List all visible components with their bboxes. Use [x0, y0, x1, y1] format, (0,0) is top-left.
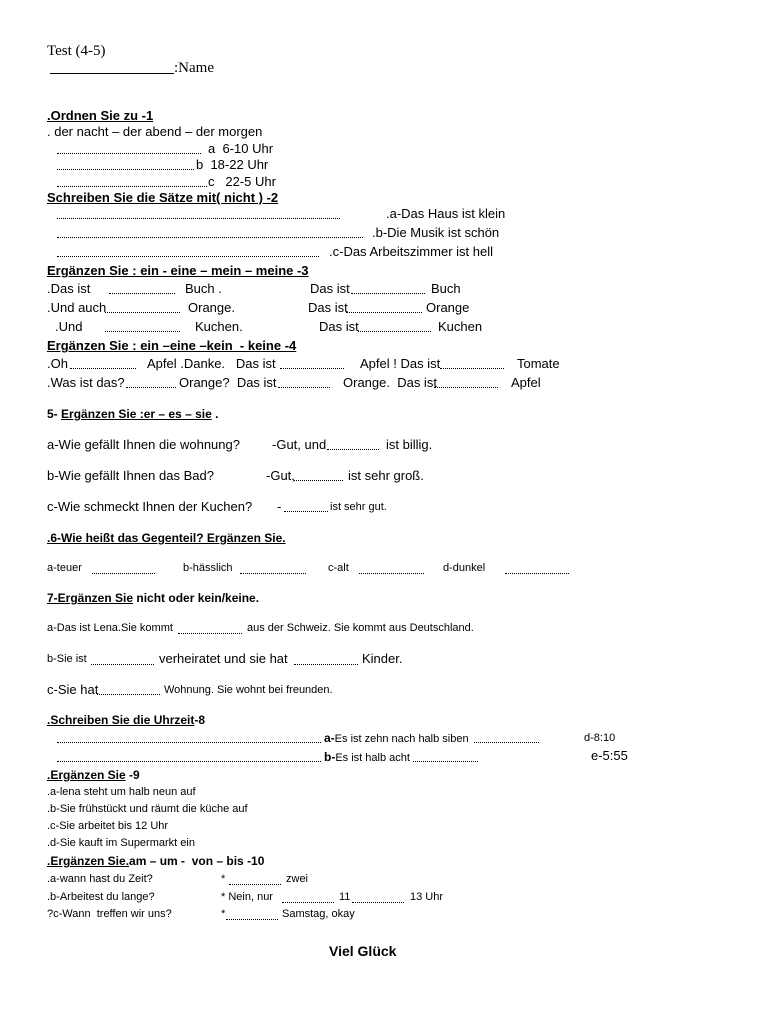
section-9-item-c: .c-Sie arbeitet bis 12 Uhr: [47, 820, 169, 832]
section-9-title: .Ergänzen Sie: [47, 768, 126, 782]
section-3-heading: Ergänzen Sie : ein - eine – mein – meine -3: [47, 263, 309, 278]
section-5-question-c: c-Wie schmeckt Ihnen der Kuchen?: [47, 499, 253, 514]
answer-blank: [282, 902, 334, 903]
section-4-row-1-start: .Oh: [47, 356, 68, 371]
answer-blank: [229, 884, 281, 885]
answer-blank: [57, 169, 194, 170]
section-10-question-c: ?c-Wann treffen wir uns?: [47, 908, 172, 920]
section-3-row-3-noun: Kuchen.: [195, 319, 243, 334]
section-5-answer-a: -Gut, und: [272, 437, 327, 452]
section-7-heading: [47, 592, 259, 604]
section-10-answer-c-end: Samstag, okay: [282, 908, 355, 920]
section-7-b-end: Kinder.: [362, 651, 403, 666]
section-1-words: . der nacht – der abend – der morgen: [47, 124, 263, 139]
section-5-answer-b: -Gut,: [266, 468, 295, 483]
section-10-star-c: *: [221, 908, 226, 920]
section-8-heading: [47, 714, 205, 726]
section-3-row-2-end: Orange: [426, 300, 470, 315]
section-10-answer-b-mid: 11: [339, 891, 351, 903]
answer-blank: [57, 186, 207, 187]
section-5-answer-a-end: ist billig.: [386, 437, 433, 452]
section-5-suffix: .: [211, 407, 219, 421]
section-9-item-b: .b-Sie frühstückt und räumt die küche auf: [47, 803, 248, 815]
section-6-item-c: c-alt: [328, 562, 349, 574]
section-2-item-c: .c-Das Arbeitszimmer ist hell: [329, 244, 493, 259]
section-8-text-a: Es ist zehn nach halb siben: [334, 733, 469, 745]
section-3-row-3-start: .Und: [55, 319, 83, 334]
section-8-item-a: [324, 732, 469, 745]
section-4-row-1-mid2: Apfel ! Das ist: [360, 356, 441, 371]
section-9-heading: [47, 769, 140, 781]
section-8-text-b: Es ist halb acht: [335, 752, 410, 764]
answer-blank: [105, 312, 180, 313]
answer-blank: [358, 331, 431, 332]
section-9-item-a: .a-lena steht um halb neun auf: [47, 786, 196, 798]
section-3-row-1-end: Buch: [431, 281, 461, 296]
answer-blank: [284, 511, 328, 512]
section-4-row-2-mid: Orange? Das ist: [179, 375, 277, 390]
section-6-item-a: a-teuer: [47, 562, 82, 574]
answer-blank: [294, 480, 343, 481]
section-3-row-3-das-ist: Das ist: [319, 319, 359, 334]
section-9-item-d: .d-Sie kauft im Supermarkt ein: [47, 837, 195, 849]
section-3-row-2-start: .Und auch: [47, 300, 107, 315]
name-blank-line: [50, 73, 174, 74]
section-5-heading: [47, 408, 218, 420]
section-3-row-2-noun: Orange.: [188, 300, 235, 315]
section-10-answer-a-end: zwei: [286, 873, 309, 885]
section-4-row-2-mid2: Orange. Das ist: [343, 375, 437, 390]
section-5-question-a: a-Wie gefällt Ihnen die wohnung?: [47, 437, 240, 452]
answer-blank: [474, 742, 539, 743]
answer-blank: [97, 694, 160, 695]
answer-blank: [346, 312, 422, 313]
section-5-answer-b-end: ist sehr groß.: [348, 468, 424, 483]
section-1-item-b: b 18-22 Uhr: [196, 157, 269, 172]
section-1-item-c: c 22-5 Uhr: [208, 174, 276, 189]
answer-blank: [109, 293, 175, 294]
answer-blank: [57, 742, 321, 743]
answer-blank: [351, 293, 425, 294]
section-5-question-b: b-Wie gefällt Ihnen das Bad?: [47, 468, 214, 483]
section-10-heading: [47, 855, 264, 867]
section-7-c-start: c-Sie hat: [47, 682, 99, 697]
section-10-instruction: am – um - von – bis -10: [129, 854, 265, 868]
closing-greeting: Viel Glück: [329, 943, 397, 959]
section-9-number: -9: [125, 768, 140, 782]
section-5-answer-c-end: ist sehr gut.: [330, 501, 387, 513]
section-6-item-b: b-hässlich: [183, 562, 233, 574]
answer-blank: [294, 664, 358, 665]
section-1-heading: .Ordnen Sie zu -1: [47, 108, 154, 123]
section-7-b-mid: verheiratet und sie hat: [159, 651, 288, 666]
answer-blank: [105, 331, 180, 332]
answer-blank: [126, 387, 176, 388]
section-10-star-b: * Nein, nur: [221, 891, 273, 903]
answer-blank: [91, 664, 154, 665]
section-10-star-a: *: [221, 873, 226, 885]
section-4-heading: Ergänzen Sie : ein –eine –kein - keine -4: [47, 338, 297, 353]
section-7-a-end: aus der Schweiz. Sie kommt aus Deutschland.: [247, 622, 474, 634]
answer-blank: [57, 761, 321, 762]
answer-blank: [440, 368, 504, 369]
section-7-c-end: Wohnung. Sie wohnt bei freunden.: [164, 684, 333, 696]
answer-blank: [413, 761, 478, 762]
answer-blank: [57, 153, 201, 154]
section-10-title: .Ergänzen Sie.: [47, 854, 130, 868]
answer-blank: [92, 573, 155, 574]
answer-blank: [57, 218, 340, 219]
section-5-number: 5-: [47, 407, 62, 421]
answer-blank: [57, 237, 363, 238]
section-2-item-b: .b-Die Musik ist schön: [372, 225, 500, 240]
section-3-row-1-start: .Das ist: [47, 281, 91, 296]
section-7-title: 7-Ergänzen Sie: [47, 591, 134, 605]
section-6-item-d: d-dunkel: [443, 562, 486, 574]
answer-blank: [327, 449, 379, 450]
section-7-a-start: a-Das ist Lena.Sie kommt: [47, 622, 173, 634]
answer-blank: [278, 387, 330, 388]
answer-blank: [240, 573, 306, 574]
section-8-item-b: [324, 751, 410, 764]
test-title: Test (4-5): [47, 43, 106, 59]
section-1-item-a: a 6-10 Uhr: [208, 141, 274, 156]
section-4-row-2-end: Apfel: [511, 375, 541, 390]
answer-blank: [280, 368, 344, 369]
section-3-row-1-noun: Buch .: [185, 281, 222, 296]
section-8-letter-a: a-: [324, 731, 335, 745]
section-3-row-1-das-ist: Das ist: [310, 281, 350, 296]
section-5-title: Ergänzen Sie :er – es – sie: [61, 407, 212, 421]
answer-blank: [226, 919, 278, 920]
answer-blank: [359, 573, 424, 574]
name-label: :Name: [174, 60, 214, 76]
section-2-item-a: .a-Das Haus ist klein: [386, 206, 506, 221]
section-10-answer-b-end: 13 Uhr: [410, 891, 444, 903]
section-7-instruction: nicht oder kein/keine.: [133, 591, 260, 605]
section-7-b-start: b-Sie ist: [47, 653, 87, 665]
section-10-question-b: .b-Arbeitest du lange?: [47, 891, 155, 903]
section-3-row-2-das-ist: Das ist: [308, 300, 348, 315]
section-2-heading: Schreiben Sie die Sätze mit( nicht ) -2: [47, 190, 279, 205]
section-8-time-d: d-8:10: [584, 732, 616, 744]
answer-blank: [178, 633, 242, 634]
answer-blank: [434, 387, 498, 388]
section-8-number: -8: [194, 713, 206, 727]
section-8-time-e: e-5:55: [591, 748, 628, 763]
section-8-letter-b: b-: [324, 750, 336, 764]
section-3-row-3-end: Kuchen: [438, 319, 483, 334]
answer-blank: [70, 368, 136, 369]
section-10-question-a: .a-wann hast du Zeit?: [47, 873, 153, 885]
answer-blank: [57, 256, 319, 257]
section-8-title: .Schreiben Sie die Uhrzeit: [47, 713, 195, 727]
section-6-heading: .6-Wie heißt das Gegenteil? Ergänzen Sie.: [47, 531, 286, 545]
answer-blank: [352, 902, 404, 903]
answer-blank: [505, 573, 569, 574]
section-4-row-1-mid: Apfel .Danke. Das ist: [147, 356, 276, 371]
section-4-row-1-end: Tomate: [517, 356, 560, 371]
section-5-answer-c: -: [277, 499, 282, 514]
section-4-row-2-start: .Was ist das?: [47, 375, 125, 390]
